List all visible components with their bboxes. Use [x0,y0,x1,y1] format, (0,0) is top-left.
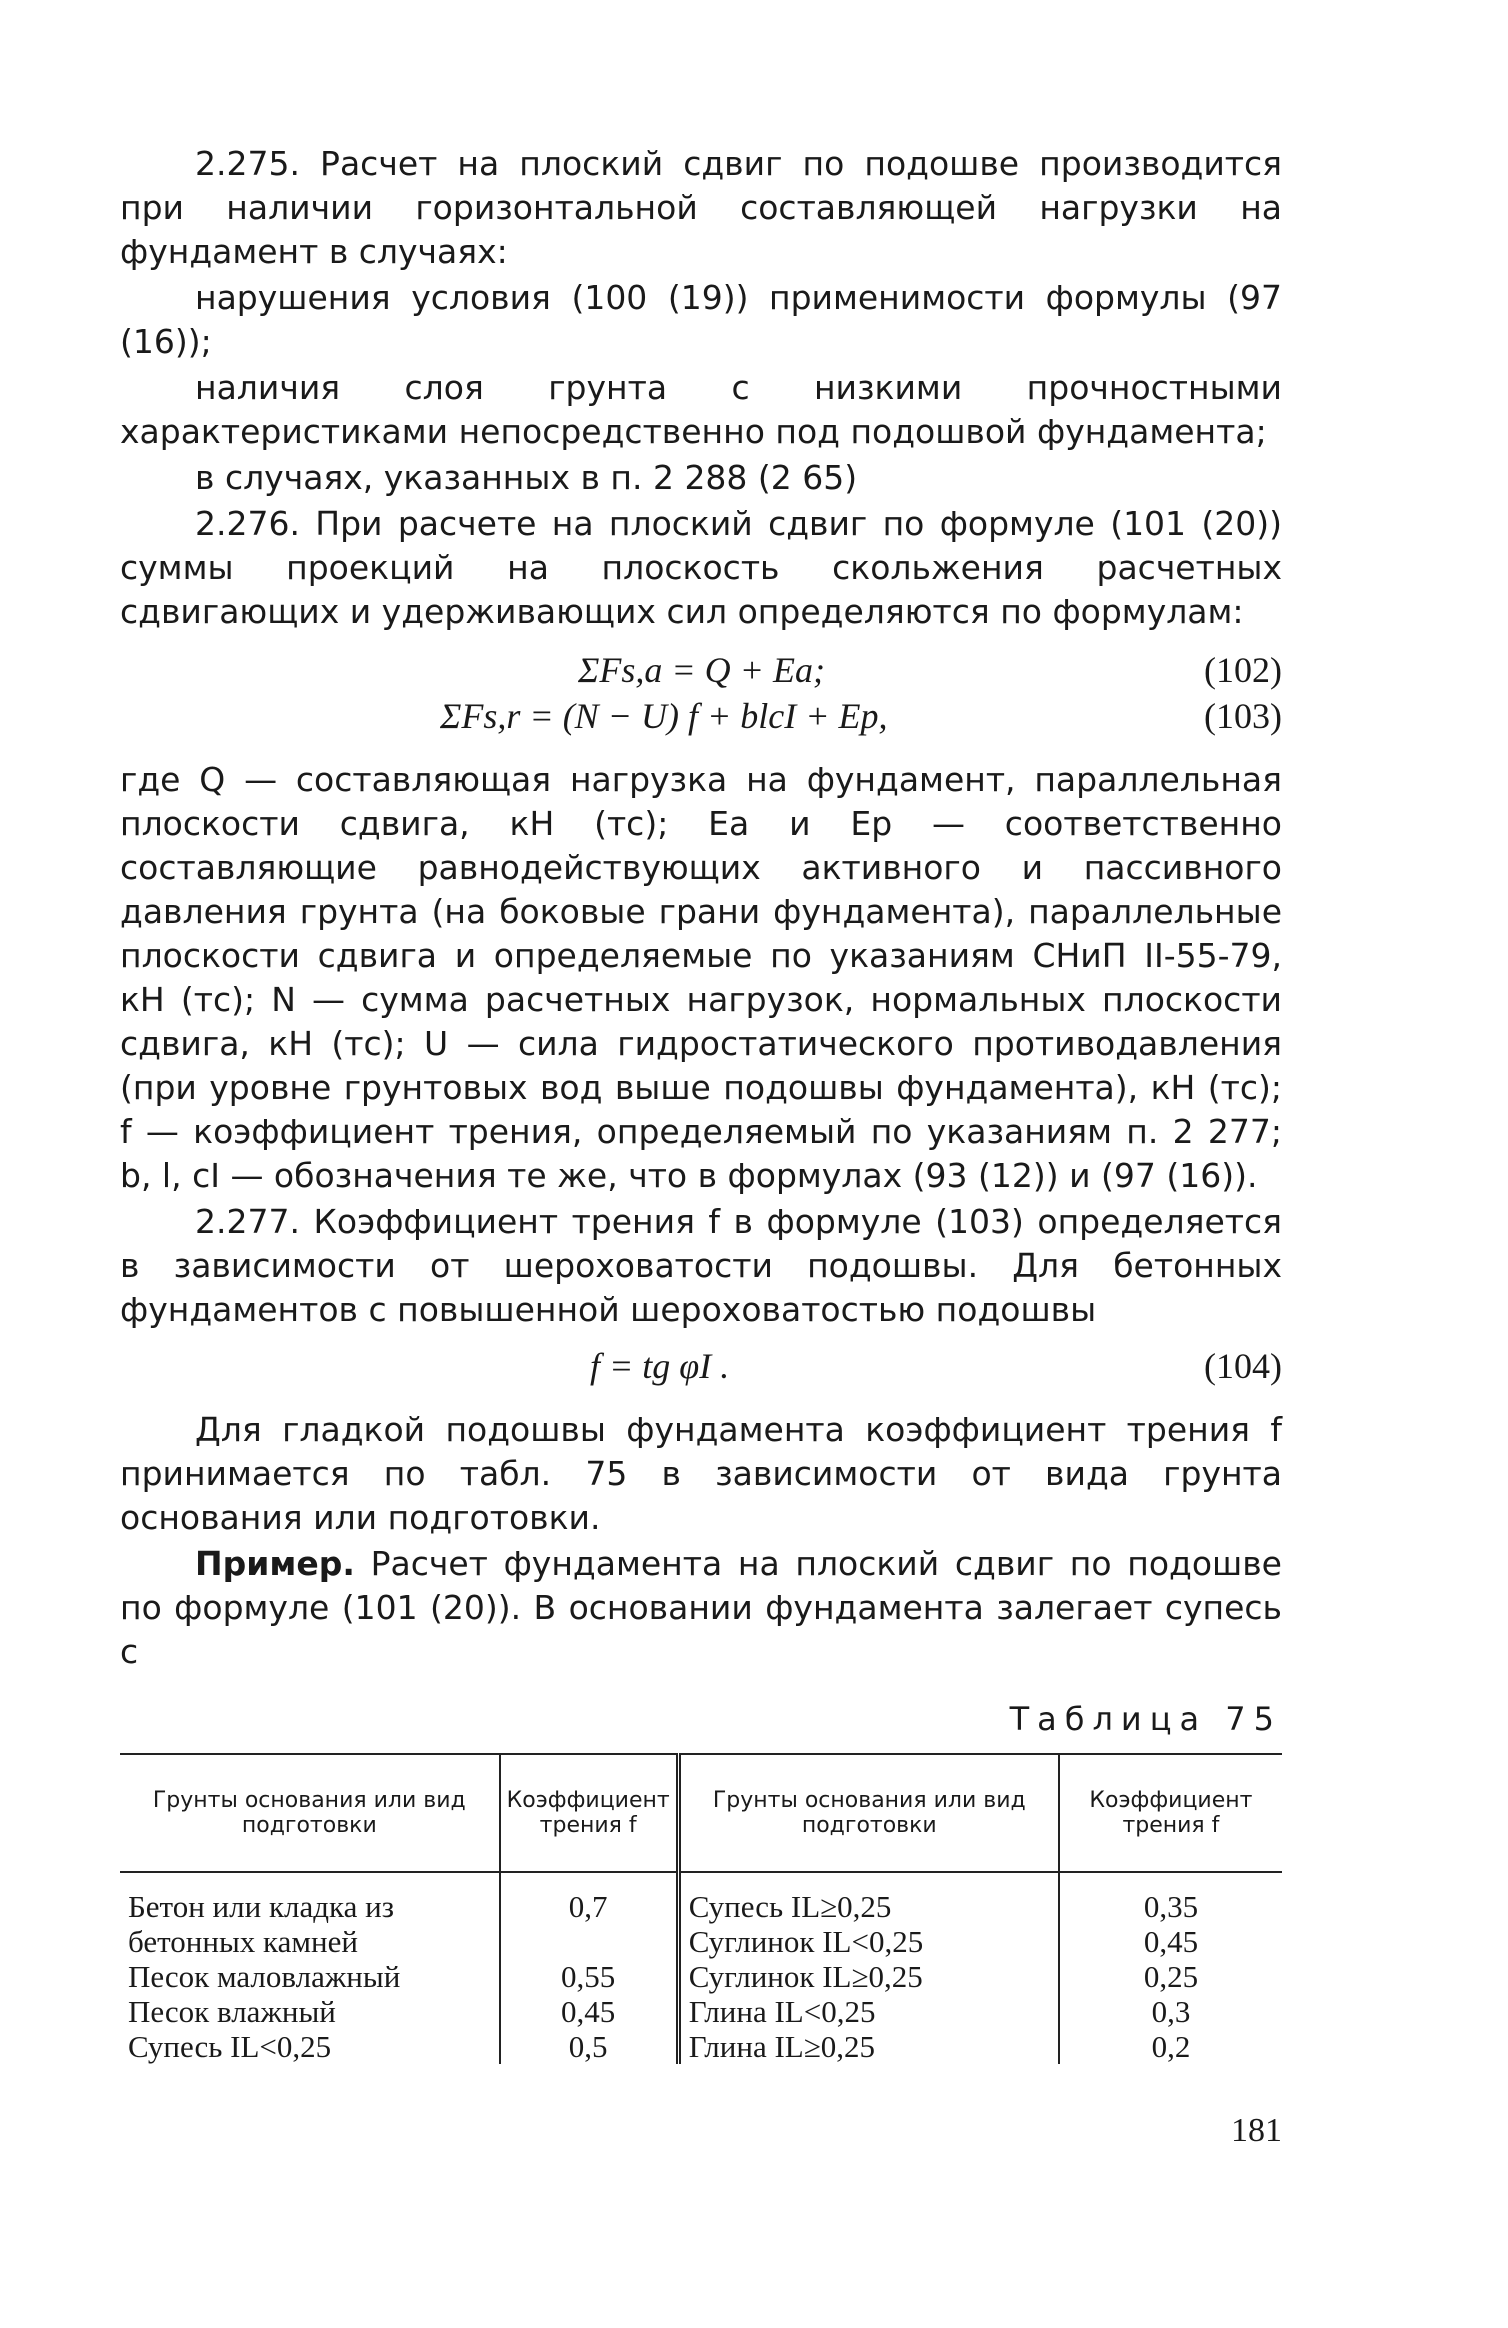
left-names-cell [120,1872,500,2064]
right-name: Суглинок IL<0,25 [688,1924,924,1959]
right-value: 0,2 [1151,2029,1191,2064]
right-value: 0,25 [1143,1959,1199,1994]
formula-103-number: (103) [1204,696,1282,736]
example-text: Расчет фундамента на плоский сдвиг по подошве по формуле (101 (20)). В основании фундамента залегает супесь с [120,1544,1282,1671]
header-coef-right: Коэффициент трения f [1059,1754,1282,1872]
example-label: Пример. [195,1544,355,1583]
left-values-cell [500,1872,679,2064]
right-value: 0,3 [1151,1994,1191,2029]
formula-104 [120,1344,1282,1388]
right-name: Глина IL<0,25 [688,1994,876,2029]
body-text [120,142,1282,1674]
paragraph-where: где Q — составляющая нагрузка на фундамент, параллельная плоскости сдвига, кН (тс); Ea и Ep — соответственно составляющие равнодействующих активного и пассивного давления грунта (на боковые грани фундамента), параллельные плоскости сдвига и определяемые по указаниям СНиП II-55-79, кН (тс); N — сумма расчетных нагрузок, нормальных плоскости сдвига, кН (тс); U — сила гидростатического противодавления (при уровне грунтовых вод выше подошвы фундамента), кН (тс); f — коэффициент трения, определяемый по указаниям п. 2 277; b, l, cI — обозначения те же, что в формулах (93 (12)) и (97 (16)). [120,760,1282,1195]
left-name: Супесь IL<0,25 [128,2029,332,2064]
formula-104-number: (104) [1204,1346,1282,1386]
list-item-1: нарушения условия (100 (19)) применимости формулы (97 (16)); [120,278,1282,361]
paragraph-2-275: 2.275. Расчет на плоский сдвиг по подошве производится при наличии горизонтальной составляющей нагрузки на фундамент в случаях: [120,144,1282,271]
paragraph-smooth-base: Для гладкой подошвы фундамента коэффициент трения f принимается по табл. 75 в зависимости от вида грунта основания или подготовки. [120,1410,1282,1537]
table-caption: Таблица 75 [1009,1700,1282,1738]
left-name: Песок влажный [128,1994,336,2029]
right-values-cell [1059,1872,1282,2064]
paragraph-2-277: 2.277. Коэффициент трения f в формуле (103) определяется в зависимости от шероховатости подошвы. Для бетонных фундаментов с повышенной шероховатостью подошвы [120,1202,1282,1329]
table-body-row [120,1872,1282,2064]
right-name: Супесь IL≥0,25 [688,1889,892,1924]
header-coef-left: Коэффициент трения f [500,1754,679,1872]
formula-102-number: (102) [1204,650,1282,690]
table-75 [120,1753,1282,2064]
left-name: Бетон или кладка из бетонных камней [128,1889,394,1959]
left-value: 0,7 [568,1889,608,1924]
formula-103-expr: ΣFs,r = (N − U) f + blcI + Ep, [440,696,888,736]
list-item-2: наличия слоя грунта с низкими прочностными характеристиками непосредственно под подошвой фундамента; [120,368,1282,451]
right-name: Суглинок IL≥0,25 [688,1959,923,1994]
right-value: 0,45 [1143,1924,1199,1959]
formula-102 [120,648,1282,692]
formula-102-expr: ΣFs,a = Q + Ea; [578,650,825,690]
formula-104-expr: f = tg φI . [590,1346,730,1386]
list-item-3: в случаях, указанных в п. 2 288 (2 65) [195,458,858,497]
header-soil-left: Грунты основания или вид подготовки [120,1754,500,1872]
right-value: 0,35 [1143,1889,1199,1924]
page-number: 181 [1231,2112,1282,2149]
left-value: 0,5 [568,2029,608,2064]
right-name: Глина IL≥0,25 [688,2029,875,2064]
paragraph-2-276: 2.276. При расчете на плоский сдвиг по формуле (101 (20)) суммы проекций на плоскость скольжения расчетных сдвигающих и удерживающих сил определяются по формулам: [120,504,1282,631]
formula-103 [120,694,1282,738]
table-header-row [120,1754,1282,1872]
header-soil-right: Грунты основания или вид подготовки [678,1754,1059,1872]
left-value: 0,55 [561,1959,616,1994]
left-name: Песок маловлажный [128,1959,401,1994]
left-value: 0,45 [561,1994,616,2029]
right-names-cell [678,1872,1059,2064]
paragraph-example [120,1542,1282,1674]
